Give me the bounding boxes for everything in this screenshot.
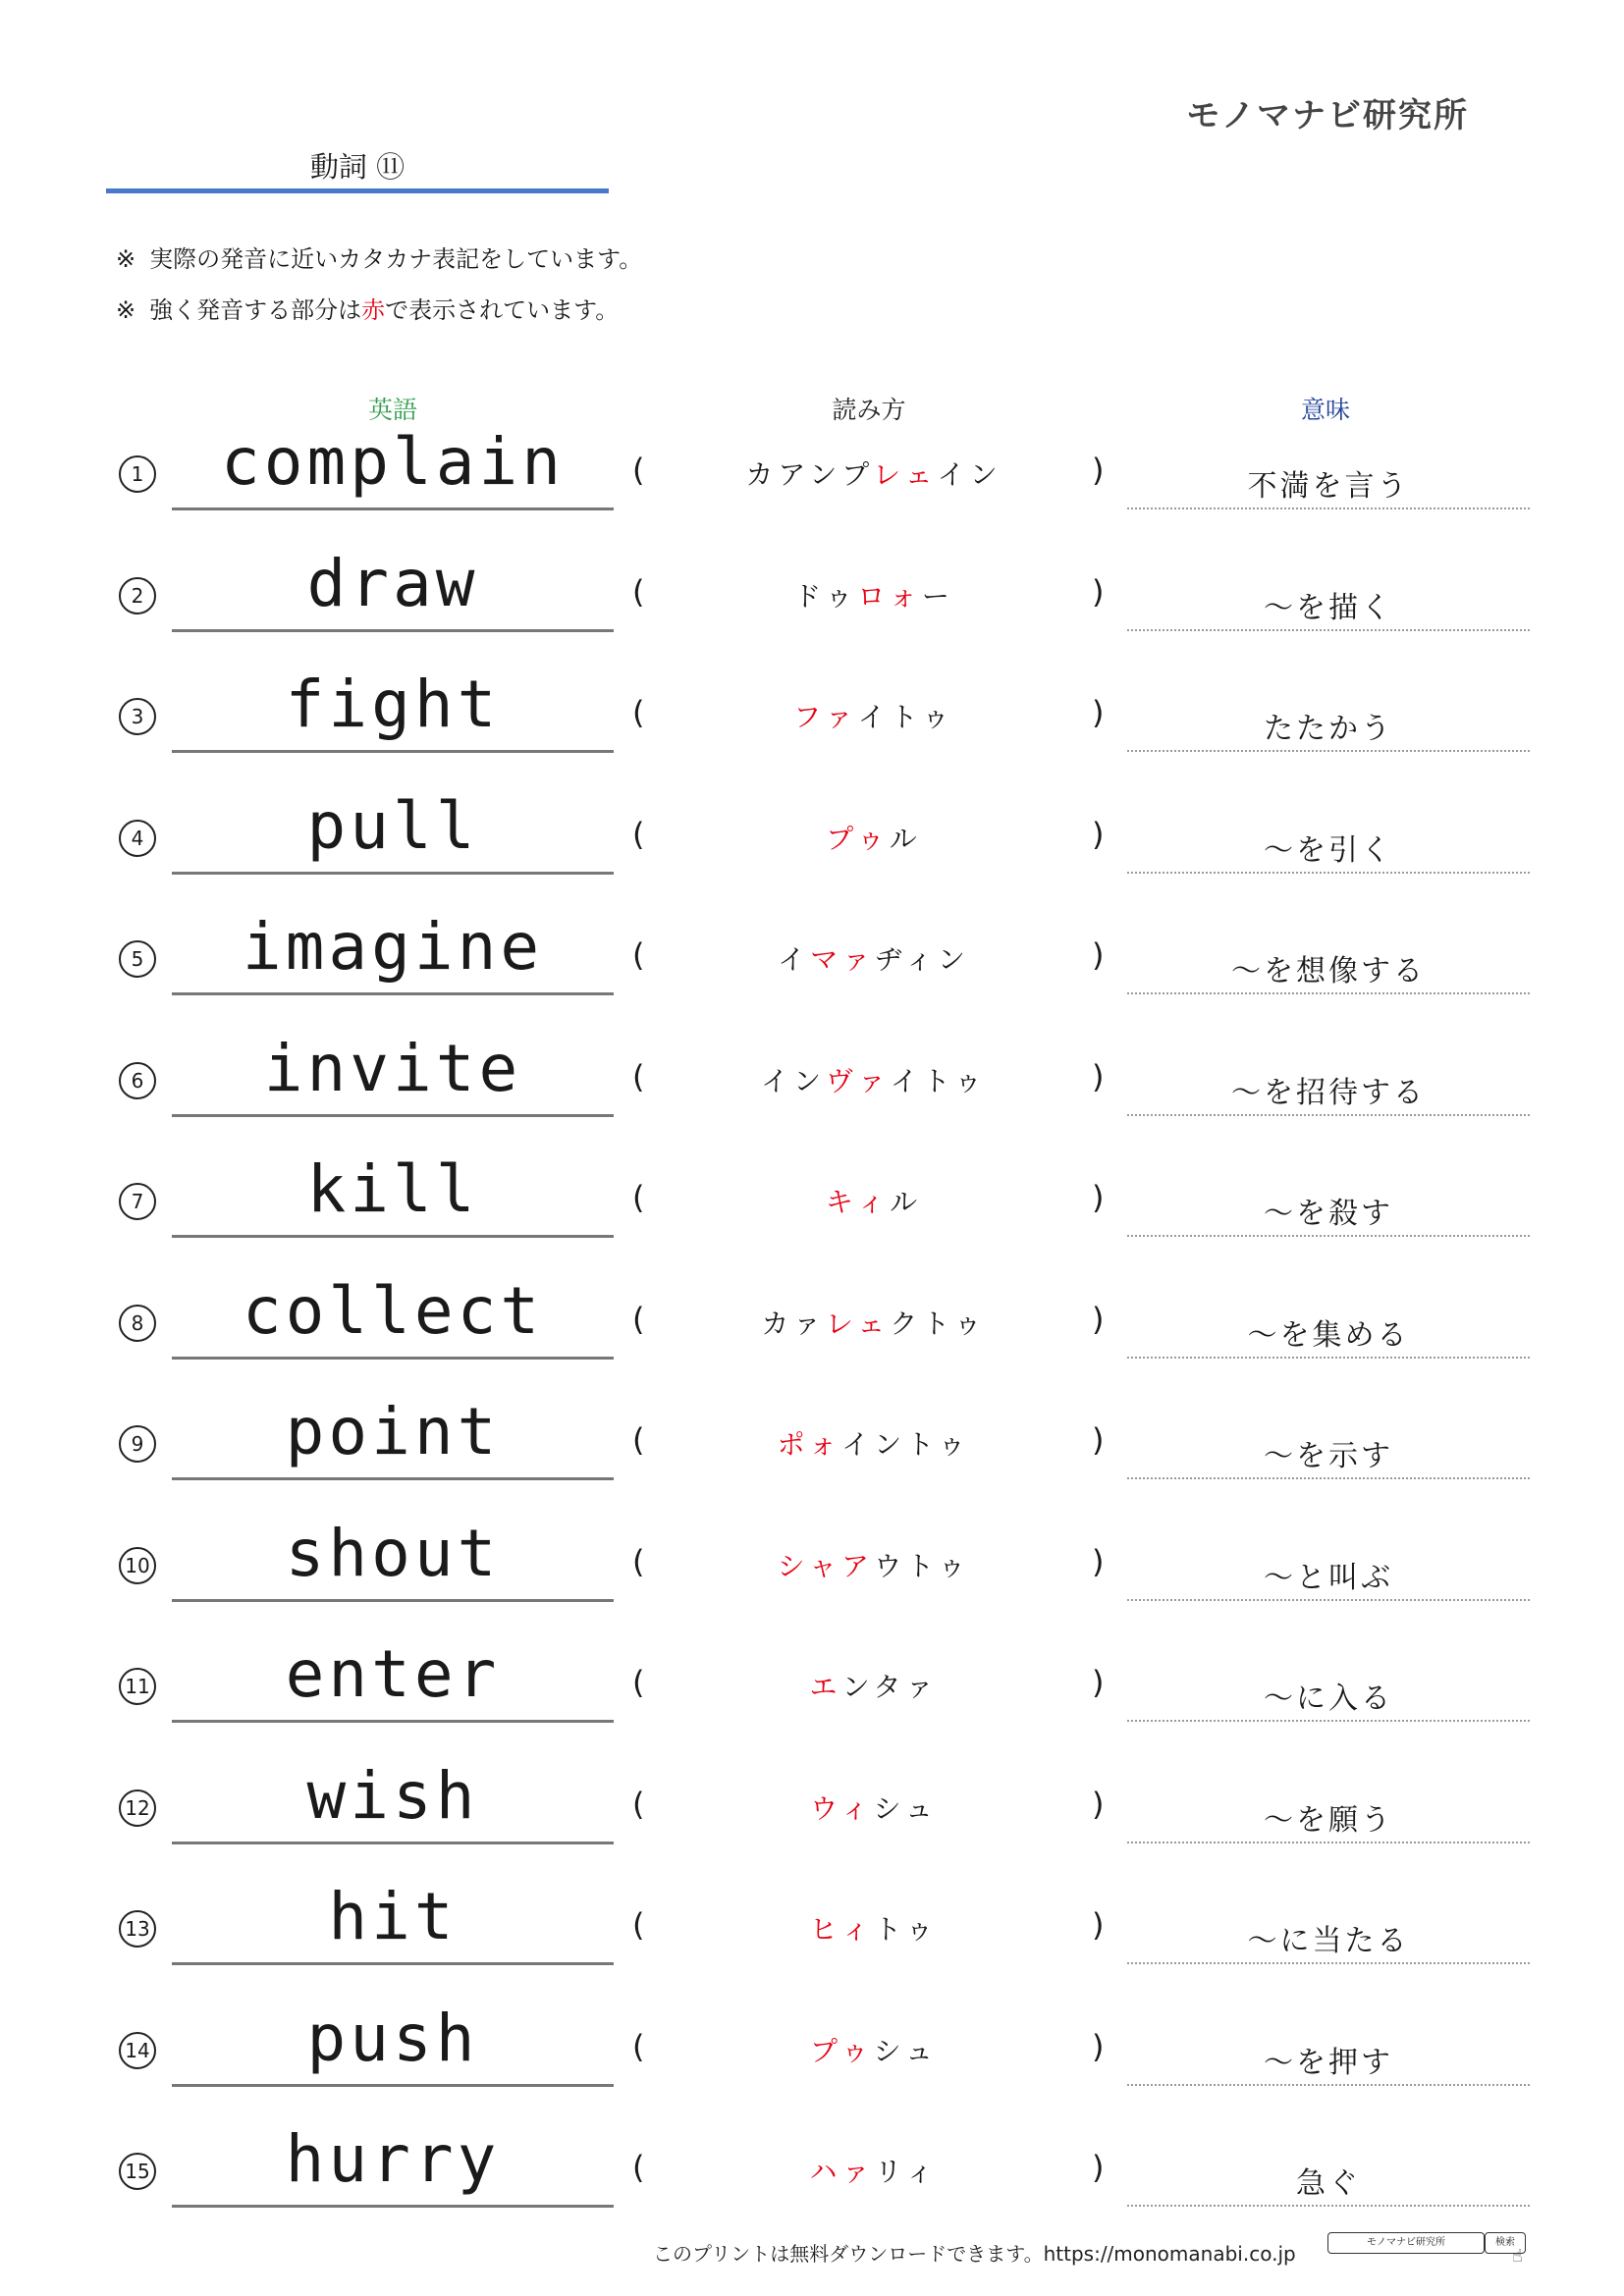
- meaning-dotted-line: [1127, 1357, 1530, 1359]
- open-paren: (: [632, 936, 645, 974]
- page-title: 動詞 ⑪: [309, 150, 406, 184]
- reading-segment: イトゥ: [857, 701, 954, 733]
- close-paren: ): [1092, 1906, 1105, 1944]
- item-number: 6: [119, 1062, 156, 1099]
- english-underline: [172, 629, 614, 632]
- item-number: 7: [119, 1183, 156, 1220]
- reading-segment: ル: [889, 822, 922, 855]
- close-paren: ): [1092, 936, 1105, 974]
- reading-segment: イントゥ: [841, 1428, 971, 1461]
- open-paren: (: [632, 452, 645, 489]
- item-number: 14: [119, 2032, 156, 2069]
- close-paren: ): [1092, 452, 1105, 489]
- item-number: 1: [119, 455, 156, 493]
- meaning-dotted-line: [1127, 629, 1530, 631]
- japanese-meaning: ～に当たる: [1247, 1924, 1410, 1958]
- katakana-reading: [677, 1423, 1070, 1463]
- reading-segment: ル: [890, 1186, 923, 1218]
- reading-segment: ドゥ: [793, 579, 858, 613]
- vocab-row: [0, 424, 1624, 554]
- close-paren: ): [1092, 694, 1105, 731]
- close-paren: ): [1092, 1542, 1105, 1580]
- meaning-dotted-line: [1127, 750, 1530, 752]
- note-text: 強く発音する部分は: [149, 296, 362, 324]
- vocab-row: [0, 1757, 1624, 1888]
- item-number: 2: [119, 577, 156, 614]
- item-number: 13: [119, 1910, 156, 1948]
- vocab-row: [0, 1272, 1624, 1403]
- japanese-meaning: 急ぐ: [1296, 2166, 1361, 2201]
- english-word: enter: [285, 1636, 501, 1712]
- japanese-meaning: ～を引く: [1264, 832, 1393, 868]
- item-number: 8: [119, 1305, 156, 1342]
- open-paren: (: [632, 1421, 645, 1459]
- meaning-dotted-line: [1127, 992, 1530, 994]
- katakana-reading: [677, 1908, 1070, 1948]
- open-paren: (: [632, 815, 645, 853]
- reading-segment: ンタァ: [841, 1671, 939, 1703]
- english-underline: [172, 992, 614, 995]
- open-paren: (: [632, 572, 645, 611]
- close-paren: ): [1092, 1179, 1105, 1216]
- english-word: draw: [306, 545, 479, 621]
- japanese-meaning: ～と叫ぶ: [1264, 1560, 1393, 1595]
- reading-segment: シュ: [873, 2034, 939, 2067]
- reading-segment: トゥ: [874, 1913, 939, 1946]
- item-number: 4: [119, 820, 156, 857]
- katakana-reading: [677, 1060, 1070, 1099]
- english-underline: [172, 1477, 614, 1480]
- reading-segment: カアンプ: [745, 458, 874, 491]
- item-number: 3: [119, 698, 156, 735]
- reading-segment: イトゥ: [890, 1064, 988, 1097]
- katakana-reading: [677, 818, 1070, 857]
- open-paren: (: [632, 1057, 645, 1095]
- vocab-row: [0, 1394, 1624, 1523]
- english-underline: [172, 1114, 614, 1117]
- close-paren: ): [1092, 1421, 1105, 1459]
- vocab-row: [0, 1636, 1624, 1766]
- japanese-meaning: ～を描く: [1264, 590, 1393, 625]
- close-paren: ): [1092, 1785, 1105, 1823]
- open-paren: (: [632, 1785, 645, 1823]
- english-underline: [172, 1842, 614, 1844]
- english-word: pull: [306, 787, 479, 864]
- vocab-row: [0, 2000, 1624, 2130]
- katakana-reading: [677, 938, 1070, 978]
- note-text: 実際の発音に近いカタカナ表記をしています。: [149, 245, 643, 273]
- reading-segment: イン: [937, 458, 1002, 491]
- japanese-meaning: ～を集める: [1247, 1317, 1410, 1353]
- open-paren: (: [632, 1300, 645, 1338]
- japanese-meaning: ～を押す: [1264, 2045, 1393, 2080]
- english-word: imagine: [242, 909, 544, 985]
- english-underline: [172, 2084, 614, 2087]
- english-word: collect: [242, 1272, 544, 1349]
- footer-text: このプリントは無料ダウンロードできます。https://monomanabi.co.jp: [653, 2242, 1296, 2266]
- note-katakana: [116, 240, 642, 274]
- item-number: 5: [119, 940, 156, 978]
- header-reading: 読み方: [832, 396, 906, 424]
- english-word: wish: [306, 1757, 479, 1834]
- meaning-dotted-line: [1127, 1114, 1530, 1116]
- close-paren: ): [1092, 815, 1105, 853]
- meaning-dotted-line: [1127, 1477, 1530, 1479]
- reading-stressed: レェ: [825, 1307, 891, 1340]
- reading-stressed: シャア: [777, 1549, 875, 1582]
- english-underline: [172, 2205, 614, 2208]
- vocab-row: [0, 545, 1624, 675]
- japanese-meaning: 不満を言う: [1247, 469, 1410, 504]
- vocab-row: [0, 1879, 1624, 2008]
- hand-cursor-icon: ☝: [1512, 2246, 1523, 2267]
- note-red-word: 赤: [361, 296, 386, 324]
- english-underline: [172, 1599, 614, 1602]
- english-underline: [172, 750, 614, 753]
- footer-search-box[interactable]: モノマナビ研究所: [1327, 2232, 1485, 2254]
- close-paren: ): [1092, 1300, 1105, 1338]
- reading-segment: イ: [778, 943, 811, 976]
- open-paren: (: [632, 2027, 645, 2065]
- reading-stressed: マァ: [810, 943, 876, 976]
- item-number: 12: [119, 1789, 156, 1827]
- katakana-reading: [677, 1545, 1070, 1584]
- vocab-row: [0, 667, 1624, 796]
- english-word: shout: [285, 1515, 501, 1591]
- header-meaning: 意味: [1300, 396, 1350, 424]
- reading-segment: ー: [921, 579, 954, 613]
- footer-search-button[interactable]: 検索: [1485, 2232, 1526, 2254]
- japanese-meaning: ～を願う: [1264, 1802, 1393, 1838]
- vocab-row: [0, 1515, 1624, 1645]
- japanese-meaning: ～を示す: [1264, 1439, 1393, 1473]
- note-stress: [116, 291, 619, 325]
- japanese-meaning: ～を想像する: [1231, 954, 1426, 988]
- close-paren: ): [1092, 2027, 1105, 2065]
- english-word: hit: [328, 1879, 458, 1954]
- vocab-row: [0, 1030, 1624, 1160]
- japanese-meaning: ～を殺す: [1264, 1197, 1393, 1231]
- meaning-dotted-line: [1127, 872, 1530, 874]
- japanese-meaning: ～を招待する: [1231, 1075, 1426, 1110]
- reading-stressed: レェ: [873, 458, 938, 491]
- reading-segment: イン: [760, 1064, 826, 1097]
- english-underline: [172, 507, 614, 510]
- reading-stressed: ヒィ: [809, 1913, 875, 1946]
- item-number: 9: [119, 1425, 156, 1463]
- english-underline: [172, 872, 614, 875]
- reading-stressed: キィ: [825, 1186, 891, 1218]
- katakana-reading: [677, 1303, 1070, 1342]
- title-underline: [106, 188, 609, 193]
- vocab-row: [0, 787, 1624, 918]
- meaning-dotted-line: [1127, 507, 1530, 509]
- close-paren: ): [1092, 1057, 1105, 1095]
- meaning-dotted-line: [1127, 2084, 1530, 2086]
- reading-stressed: ハァ: [809, 2156, 875, 2188]
- japanese-meaning: ～に入る: [1264, 1682, 1393, 1716]
- katakana-reading: [677, 575, 1070, 614]
- vocab-row: [0, 909, 1624, 1039]
- reading-stressed: ヴァ: [825, 1064, 891, 1097]
- english-underline: [172, 1720, 614, 1723]
- katakana-reading: [677, 1666, 1070, 1705]
- reading-stressed: プゥ: [809, 2034, 874, 2067]
- katakana-reading: [677, 454, 1070, 493]
- open-paren: (: [632, 2149, 645, 2186]
- english-word: kill: [306, 1151, 479, 1227]
- meaning-dotted-line: [1127, 2205, 1530, 2207]
- item-number: 11: [119, 1668, 156, 1705]
- reading-stressed: エ: [809, 1671, 842, 1703]
- katakana-reading: [677, 696, 1070, 735]
- reading-stressed: ポォ: [777, 1428, 842, 1461]
- english-word: fight: [285, 667, 501, 742]
- english-word: push: [306, 2000, 479, 2076]
- header-english: 英語: [367, 396, 417, 424]
- note-text: で表示されています。: [385, 296, 620, 324]
- reading-segment: クトゥ: [890, 1307, 987, 1340]
- open-paren: (: [632, 1542, 645, 1580]
- english-word: point: [285, 1394, 501, 1469]
- english-underline: [172, 1357, 614, 1360]
- reading-stressed: ファ: [793, 701, 858, 733]
- note-mark: ※: [116, 296, 136, 324]
- katakana-reading: [677, 1181, 1070, 1220]
- katakana-reading: [677, 2030, 1070, 2069]
- english-underline: [172, 1962, 614, 1965]
- japanese-meaning: たたかう: [1264, 712, 1393, 746]
- reading-segment: リィ: [874, 2156, 939, 2188]
- note-mark: ※: [116, 245, 136, 273]
- meaning-dotted-line: [1127, 1599, 1530, 1601]
- reading-segment: ウトゥ: [874, 1549, 971, 1582]
- reading-stressed: プゥ: [826, 822, 890, 855]
- katakana-reading: [677, 1788, 1070, 1827]
- meaning-dotted-line: [1127, 1720, 1530, 1722]
- reading-stressed: ウィ: [810, 1791, 874, 1825]
- english-word: complain: [221, 424, 565, 500]
- open-paren: (: [632, 1664, 645, 1701]
- reading-segment: カァ: [761, 1307, 826, 1340]
- english-word: invite: [263, 1030, 522, 1106]
- english-word: hurry: [285, 2121, 501, 2197]
- katakana-reading: [677, 2151, 1070, 2190]
- item-number: 15: [119, 2153, 156, 2190]
- reading-segment: シュ: [873, 1791, 938, 1825]
- close-paren: ): [1092, 572, 1105, 611]
- vocab-row: [0, 1151, 1624, 1281]
- english-underline: [172, 1235, 614, 1238]
- meaning-dotted-line: [1127, 1962, 1530, 1964]
- item-number: 10: [119, 1547, 156, 1584]
- reading-segment: ヂィン: [875, 943, 970, 976]
- site-logo: モノマナビ研究所: [1186, 96, 1469, 135]
- close-paren: ): [1092, 1664, 1105, 1701]
- close-paren: ): [1092, 2149, 1105, 2186]
- meaning-dotted-line: [1127, 1235, 1530, 1237]
- open-paren: (: [632, 1906, 645, 1944]
- meaning-dotted-line: [1127, 1842, 1530, 1843]
- open-paren: (: [632, 694, 645, 731]
- reading-stressed: ロォ: [857, 579, 922, 613]
- open-paren: (: [632, 1179, 645, 1216]
